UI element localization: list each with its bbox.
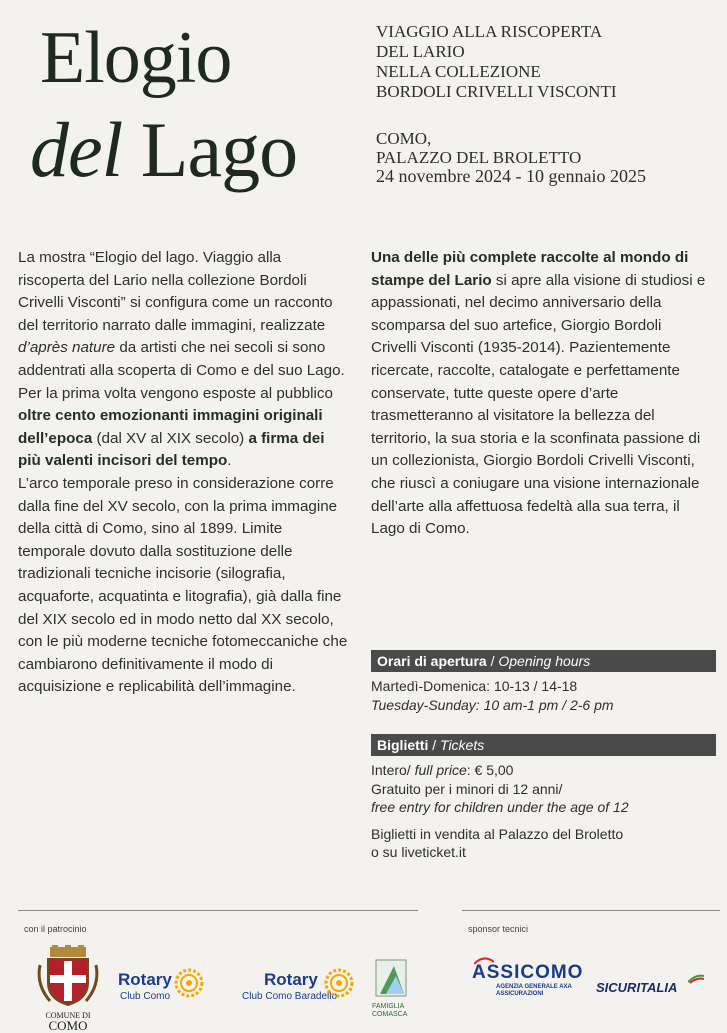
paragraph-1 <box>18 247 348 383</box>
title-italic: del <box>30 106 123 193</box>
ticket-price <box>371 761 629 780</box>
ticket-free: Gratuito per i minori di 12 anni/ <box>371 780 563 797</box>
footer-divider <box>462 910 720 911</box>
comune-text: COMO <box>48 1018 88 1033</box>
hours-line: Martedì-Domenica: 10-13 / 14-18 <box>371 678 578 694</box>
hours-header <box>371 650 716 672</box>
patronage-label: con il patrocinio <box>24 924 87 934</box>
assicomo-swoosh-icon <box>474 956 494 966</box>
text: si apre alla visione di studiosi e appassionati, nel decimo anniversario della scomparsa del suo artefice, Giorgio Bordoli Crivelli Visconti (1935-2014). Pazientemente ricercate, raccolte, catalogate e perfettamente conservate, tutte queste opere d’arte trasmetteranno al visitatore la bellezza del territorio, la sua storia e la sconfinata passione di un collezionista, Giorgio Bordoli Crivelli Visconti, che riuscì a coniugare una visione internazionale dell’arte alla affettuosa fedeltà alla sua terra, il Lago di Como. <box>371 271 706 538</box>
assicomo-text: ASSICOMO <box>472 962 584 983</box>
rotary-sub: Club Como <box>120 991 171 1002</box>
rotary-text: Rotary <box>118 970 172 989</box>
tickets-label-en: Tickets <box>440 737 485 753</box>
text: da artisti che nei secoli si sono addentrati alla scoperta di Como e del suo Lago. <box>18 339 345 379</box>
rotary-como-logo <box>114 968 206 1008</box>
tickets-label: Biglietti <box>377 737 429 753</box>
rotary-baradello-logo <box>240 968 356 1008</box>
paragraph-3: L’arco temporale preso in considerazione corre dalla fine del XV secolo, con la prima immagine della città di Como, sino al 1899. Limite temporale dovuto dalla sostituzione delle tradizionali tecniche incisorie (silografia, acquaforte, acquatinta e litografia), già dalla fine del XIX secolo ed in modo netto dal XX secolo, con le più moderne tecniche fotomeccaniche che cambiarono definitivamente il modo di acquisizione e replicabilità dell’immagine. <box>18 474 348 696</box>
venue <box>376 129 646 186</box>
rotary-wheel-icon <box>324 968 354 998</box>
text-italic: d’après nature <box>18 339 116 357</box>
crest-icon <box>36 945 100 1007</box>
subheading-line: DEL LARIO <box>376 42 465 61</box>
venue-place: PALAZZO DEL BROLETTO <box>376 148 582 167</box>
hours-label-en: Opening hours <box>498 653 591 669</box>
right-column <box>371 247 711 541</box>
hours-label: Orari di apertura <box>377 653 487 669</box>
assicomo-logo <box>472 962 582 1002</box>
rotary-text: Rotary <box>264 970 318 989</box>
subheading-line: NELLA COLLEZIONE <box>376 62 541 81</box>
sicuritalia-logo <box>596 980 706 1004</box>
comune-como-logo <box>36 945 100 1033</box>
text: . <box>227 452 232 470</box>
venue-city: COMO, <box>376 129 432 148</box>
ticket-sale: Biglietti in vendita al Palazzo del Broletto <box>371 825 624 842</box>
sicuritalia-text: SICURITALIA <box>596 980 678 995</box>
text-bold: Una delle più complete raccolte al mondo di stampe del Lario <box>371 249 689 289</box>
tickets-header <box>371 734 716 756</box>
title-line-1: Elogio <box>40 17 232 99</box>
hours-line-en: Tuesday-Sunday: 10 am-1 pm / 2-6 pm <box>371 696 614 713</box>
tickets-info <box>371 761 629 862</box>
left-column <box>18 247 348 699</box>
ticket-free-en: free entry for children under the age of 12 <box>371 799 629 815</box>
title-line-2 <box>30 108 297 192</box>
famiglia-comasca-logo <box>372 958 432 1016</box>
comune-text: COMUNE DI <box>45 1011 91 1020</box>
subheading-line: VIAGGIO ALLA RISCOPERTA <box>376 22 603 41</box>
rotary-sub: Club Como Baradello <box>242 991 338 1002</box>
sicuritalia-flag-icon <box>688 974 704 984</box>
text: Per la prima volta vengono esposte al pubblico <box>18 384 333 402</box>
assicomo-sub: AGENZIA GENERALE AXA ASSICURAZIONI <box>496 984 572 997</box>
footer-divider <box>18 910 418 911</box>
separator: / <box>486 653 499 669</box>
hours-info <box>371 677 614 714</box>
title-rest: Lago <box>122 106 298 193</box>
venue-dates: 24 novembre 2024 - 10 gennaio 2025 <box>376 166 646 186</box>
subheading <box>376 22 617 102</box>
text-italic: full price <box>414 762 467 778</box>
paragraph-2 <box>18 383 348 473</box>
famiglia-text: FAMIGLIA COMASCA <box>372 1003 408 1018</box>
text: (dal XV al XIX secolo) <box>92 429 249 447</box>
ticket-sale-link: o su liveticket.it <box>371 844 466 860</box>
separator: / <box>428 737 441 753</box>
rotary-wheel-icon <box>174 968 204 998</box>
text: : € 5,00 <box>466 762 514 778</box>
paragraph-right <box>371 247 711 541</box>
famiglia-comasca-icon <box>374 958 414 998</box>
sponsors-label: sponsor tecnici <box>468 924 529 934</box>
text: La mostra “Elogio del lago. Viaggio alla riscoperta del Lario nella collezione Bordoli Crivelli Visconti” si configura come un racconto del territorio narrato dalle immagini, realizzate <box>18 249 333 334</box>
text: Intero/ <box>371 762 415 778</box>
text-bold: a firma dei più valenti incisori del tempo <box>18 429 325 470</box>
subheading-line: BORDOLI CRIVELLI VISCONTI <box>376 82 617 101</box>
text-bold: oltre cento emozionanti immagini originali dell’epoca <box>18 407 323 447</box>
